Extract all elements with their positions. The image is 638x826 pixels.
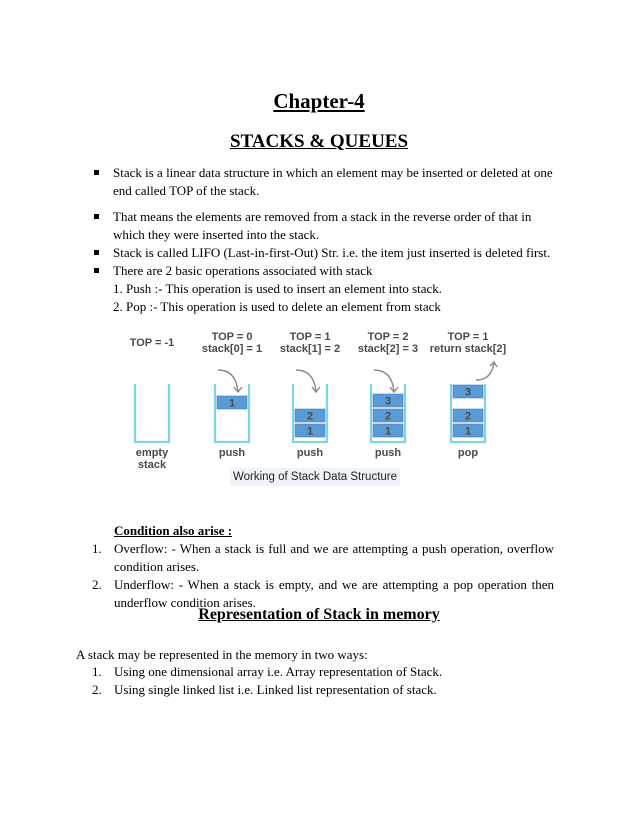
push-operation-text: 1. Push :- This operation is used to insert an element into stack.: [113, 281, 443, 296]
pop-operation-text: 2. Pop :- This operation is used to delete an element from stack: [113, 299, 441, 314]
list-number: 1.: [92, 664, 102, 679]
bullet-text: There are 2 basic operations associated with stack: [113, 263, 373, 278]
diagram-caption: Working of Stack Data Structure: [230, 468, 400, 486]
square-bullet-icon: [94, 268, 99, 273]
bottom-label: empty: [135, 447, 169, 459]
moving-element-value: 1: [228, 397, 236, 410]
stack-element-value: 2: [464, 410, 472, 423]
operation-label: return stack[2]: [429, 343, 507, 355]
list-number: 2.: [92, 577, 102, 592]
stack-element-value: 3: [384, 395, 392, 408]
bottom-label: push: [296, 447, 324, 459]
list-number: 2.: [92, 682, 102, 697]
top-label: TOP = 1: [289, 331, 331, 343]
representation-item-array: [92, 663, 562, 681]
stack-element-value: 1: [464, 425, 472, 438]
operation-label: stack[0] = 1: [201, 343, 263, 355]
bullet-item: [92, 262, 562, 316]
bottom-label: pop: [457, 447, 479, 459]
representation-text: Using one dimensional array i.e. Array representation of Stack.: [114, 664, 443, 679]
square-bullet-icon: [94, 214, 99, 219]
square-bullet-icon: [94, 170, 99, 175]
representation-item-linked-list: [92, 681, 562, 699]
bottom-label: push: [374, 447, 402, 459]
condition-list: [92, 540, 554, 612]
square-bullet-icon: [94, 250, 99, 255]
stack-element-value: 2: [384, 410, 392, 423]
bullet-item: [92, 244, 562, 262]
bottom-label: push: [218, 447, 246, 459]
stack-element-value: 1: [384, 425, 392, 438]
bullet-text: That means the elements are removed from a stack in the reverse order of that in which they were inserted into the stack.: [113, 209, 532, 242]
stack-element-value: 2: [306, 410, 314, 423]
bullet-item: [92, 164, 562, 200]
operation-label: stack[2] = 3: [357, 343, 419, 355]
chapter-subtitle: STACKS & QUEUES: [229, 131, 409, 152]
list-number: 1.: [92, 541, 102, 556]
representation-text: Using single linked list i.e. Linked list representation of stack.: [114, 682, 437, 697]
stack-container: [215, 384, 249, 442]
operation-label: stack[1] = 2: [279, 343, 341, 355]
stack-element-value: 1: [306, 425, 314, 438]
stack-operations-diagram: [112, 320, 532, 470]
stack-bullet-list: [92, 164, 562, 316]
condition-item-overflow: [92, 540, 554, 576]
top-label: TOP = 0: [211, 331, 253, 343]
stack-container: [135, 384, 169, 442]
bottom-label: stack: [137, 459, 167, 470]
top-label: TOP = 2: [367, 331, 409, 343]
condition-text: Underflow: - When a stack is empty, and we are attempting a pop operation then underflow condition arises.: [114, 577, 554, 610]
bullet-text: Stack is a linear data structure in which an element may be inserted or deleted at one end called TOP of the stack.: [113, 165, 553, 198]
condition-title: Condition also arise :: [114, 523, 233, 538]
top-label: TOP = -1: [129, 337, 175, 349]
moving-element-value: 3: [464, 386, 472, 399]
representation-title: Representation of Stack in memory: [198, 606, 440, 623]
bullet-text: Stack is called LIFO (Last-in-first-Out) Str. i.e. the item just inserted is deleted first.: [113, 245, 551, 260]
representation-list: [92, 663, 562, 699]
representation-intro: A stack may be represented in the memory in two ways:: [76, 647, 368, 662]
chapter-title: Chapter-4: [273, 89, 365, 113]
top-label: TOP = 1: [447, 331, 489, 343]
bullet-item: [92, 208, 562, 244]
condition-text: Overflow: - When a stack is full and we are attempting a push operation, overflow condition arises.: [114, 541, 554, 574]
